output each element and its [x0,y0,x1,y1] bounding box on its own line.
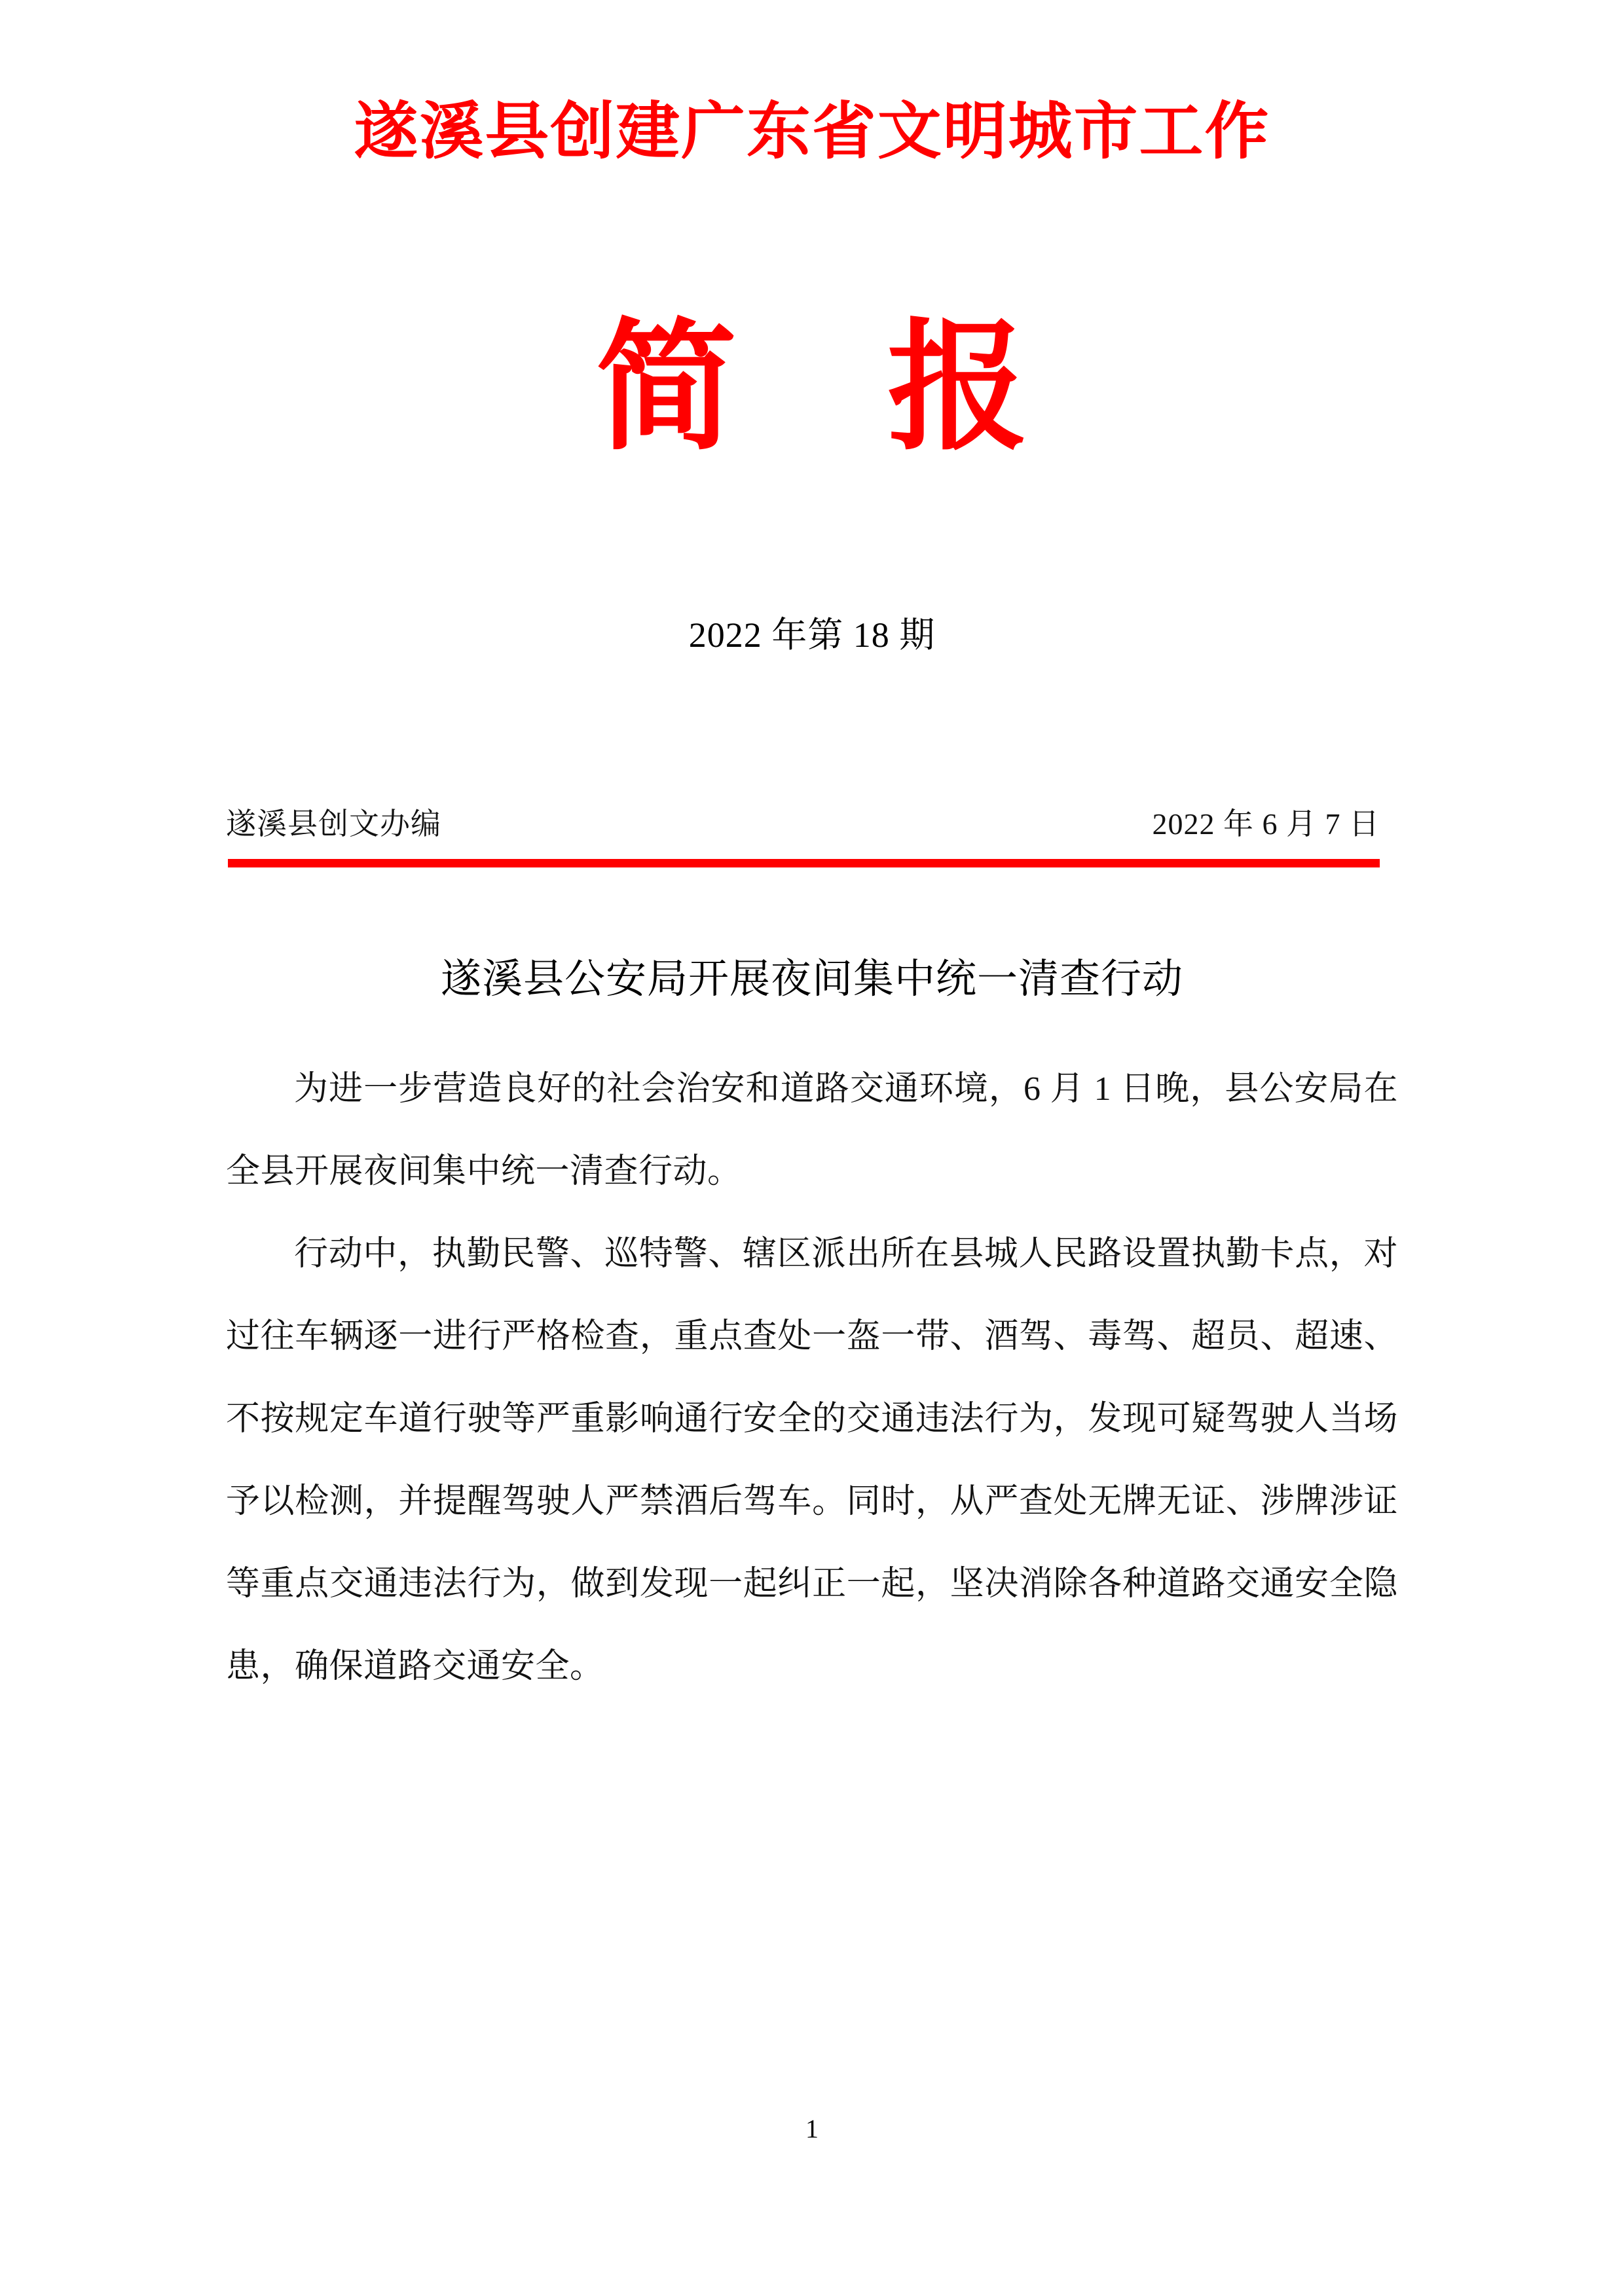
article-headline: 遂溪县公安局开展夜间集中统一清查行动 [440,957,1183,1002]
page-number: 1 [805,2114,819,2143]
masthead [0,98,1624,166]
imprint-editor: 遂溪县创文办编 [226,807,441,841]
article-paragraph: 行动中，执勤民警、巡特警、辖区派出所在县城人民路设置执勤卡点，对过往车辆逐一进行严格检查，重点查处一盔一带、酒驾、毒驾、超员、超速、不按规定车道行驶等严重影响通行安全的交通违法行为，发现可疑驾驶人当场予以检测，并提醒驾驶人严禁酒后驾车。同时，从严查处无牌无证、涉牌涉证等重点交通违法行为，做到发现一起纠正一起，坚决消除各种道路交通安全隐患，确保道路交通安全。 [226,1235,1398,1685]
masthead-red-rule [228,859,1380,867]
article [226,953,1398,1708]
article-paragraph: 为进一步营造良好的社会治安和道路交通环境，6 月 1 日晚，县公安局在全县开展夜间集中统一清查行动。 [226,1070,1398,1190]
masthead-publication-word: 简报 [596,310,1179,467]
article-body [226,1048,1398,1708]
imprint-date: 2022 年 6 月 7 日 [1152,807,1380,841]
masthead-organization-title: 遂溪县创建广东省文明城市工作 [354,97,1270,166]
masthead-issue-line: 2022 年第 18 期 [688,615,936,655]
imprint-row [226,804,1380,845]
